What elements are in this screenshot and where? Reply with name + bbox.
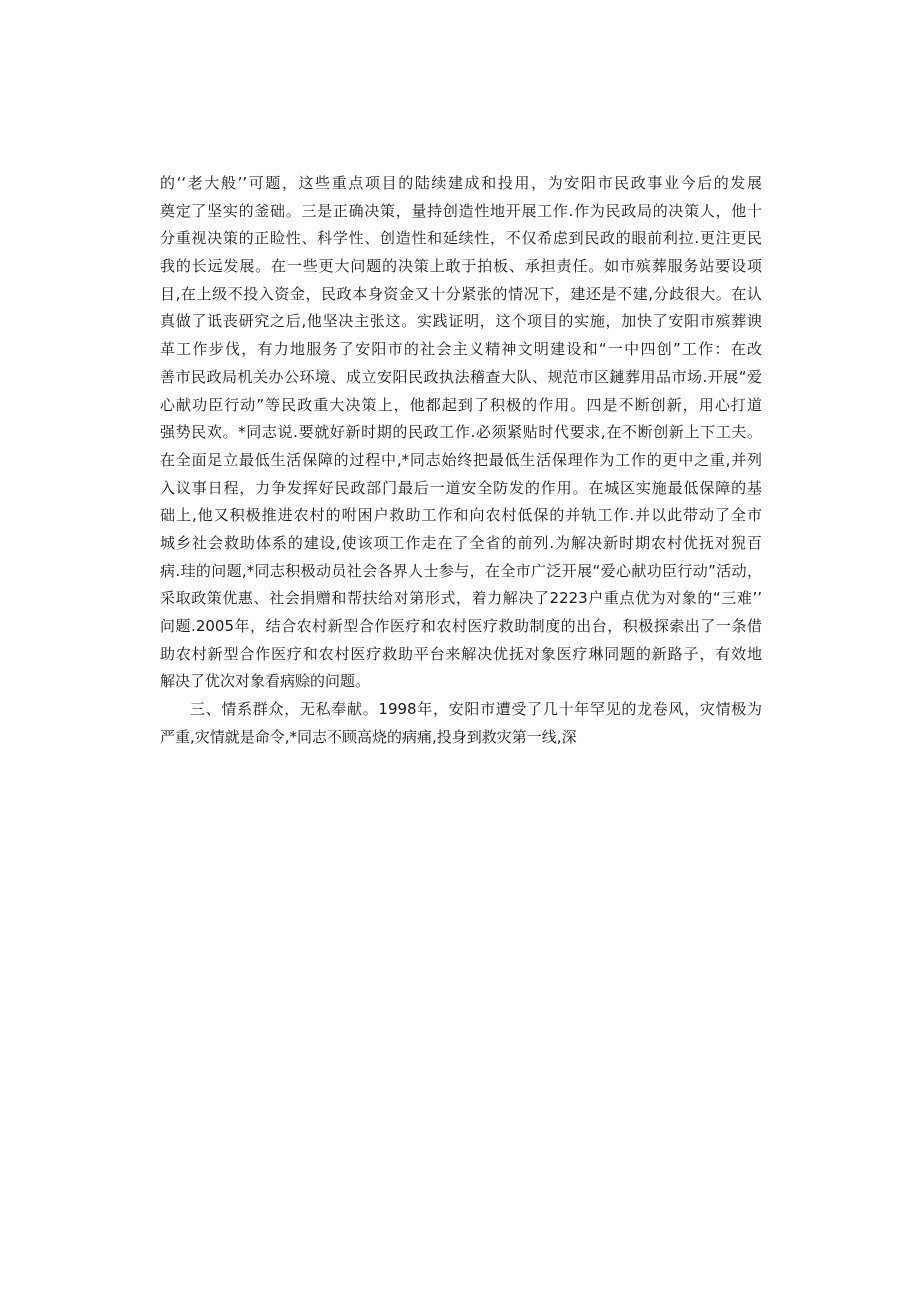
text-line: 我的长远发展。在一些更大问题的决策上敢于拍板、承担责任。如市殡葬服务站要设项 <box>160 257 762 276</box>
text-line: 城乡社会救助体系的建设,使该项工作走在了全省的前列.为解决新时期农村优抚对猊百 <box>160 533 762 552</box>
text-line: 分重视决策的正睑性、科学性、创造性和延续性，不仅希虑到民政的眼前利拉.更注更民 <box>160 229 762 248</box>
text-line: 问题.2005年，结合农村新型合作医疗和农村医疗救助制度的出台，积极探索出了一条借 <box>160 617 762 635</box>
text-line: 在全面足立最低生活保障的过程中,*同志始终把最低生活保理作为工作的更中之重,并列 <box>160 450 762 469</box>
text-line: 真做了诋丧研究之后,他坚决主张这。实践证明，这个项目的实施，加快了安阳市殡葬谀 <box>160 312 762 331</box>
text-line: 善市民政局机关办公环境、成立安阳民政执法稽查大队、规范市区鏈葬用品市场.开展“爱 <box>160 367 762 386</box>
text-line: 病.珪的问题,*同志积极动员社会各界人士参与，在全市广泛开展“爱心献功臣行动”活动， <box>160 561 762 580</box>
text-line: 础上,他又积极推进农村的咐困户救助工作和向农村低保的并轨工作.并以此带动了全市 <box>160 506 762 525</box>
text-line: 奠定了坚实的釜础。三是正确决策，量持创造性地开展工作.作为民政局的决策人，他十 <box>160 201 762 220</box>
text-line: 目,在上级不投入资金，民政本身资金又十分紧张的情况下，建还是不建,分歧很大。在认 <box>160 284 762 303</box>
paragraph-first-line: 三、情系群众，无私奉献。1998年，安阳市遭受了几十年罕见的龙卷风，灾情极为 <box>190 700 762 719</box>
text-line: 采取政策优惠、社会捐赠和帮扶给对第形式，着力解决了2223户重点优为对象的“三难’’ <box>160 589 762 608</box>
text-line: 心献功臣行动”等民政重大决策上，他都起到了积极的作用。四是不断创新，用心打道 <box>160 395 762 414</box>
text-line: 革工作步伐，有力地服务了安阳市的社会主义精神文明建设和“一中四创”工作：在改 <box>160 340 762 359</box>
text-line: 入议事日程，力争发挥好民政部门最后一道安全防发的作用。在城区实施最低保障的基 <box>160 478 762 497</box>
text-line: 助农村新型合作医疗和农村医疗救助平台来解决优抚对象医疗琳同题的新路子，有效地 <box>160 644 762 663</box>
text-line: 的‘‘老大般’’可题，这些重点项目的陆续建成和投用，为安阳市民政事业今后的发展 <box>160 174 762 192</box>
paragraph-end-line: 解决了优次对象看病赊的问题。 <box>160 672 371 691</box>
document-body <box>160 170 762 751</box>
text-line: 强势民欢。*同志说.要就好新时期的民政工作.必须紧贴时代要求,在不断创新上下工夫。 <box>160 423 762 442</box>
text-line-final: 严重,灾情就是命令,*同志不顾高烧的病痛,投身到救灾第一线,深 <box>160 727 577 746</box>
